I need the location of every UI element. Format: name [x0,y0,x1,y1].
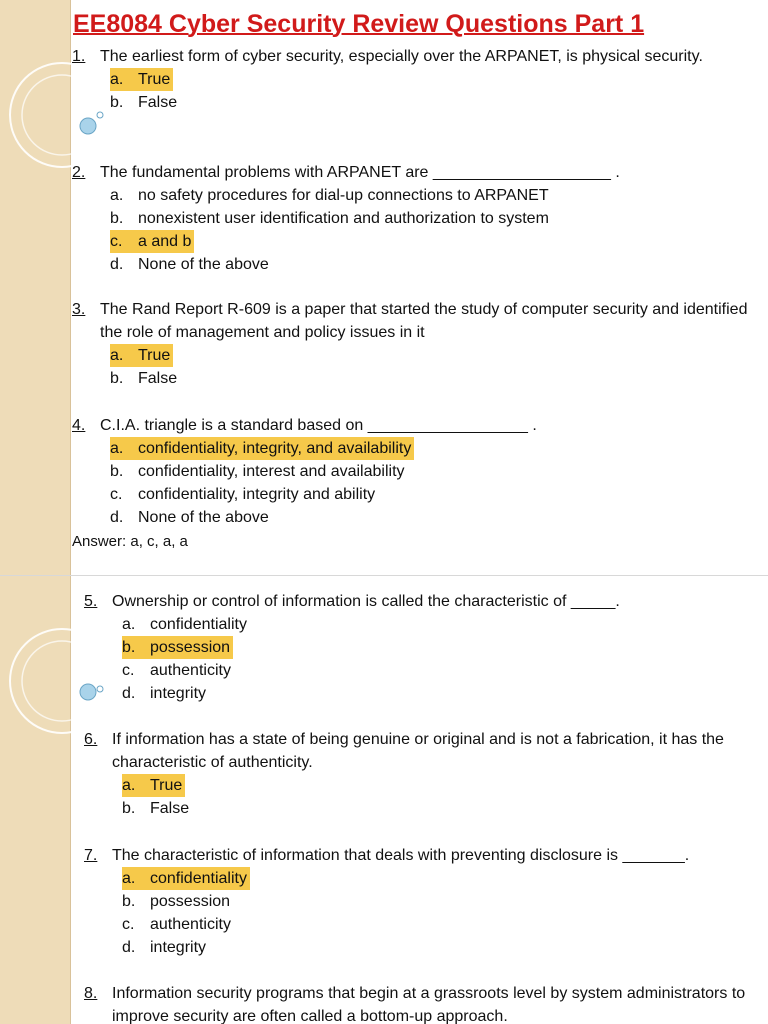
option-b: b. False [110,94,178,111]
option-a [122,867,754,890]
option-a [110,344,752,367]
question-number: 4. [72,417,86,434]
page-title: EE8084 Cyber Security Review Questions Part 1 [73,10,645,38]
answer-key: Answer: a, c, a, a [72,533,188,550]
question-text: The characteristic of information that deals with preventing disclosure is _______. [112,847,690,864]
option-d: d. integrity [122,685,207,702]
question-text: The Rand Report R-609 is a paper that started the study of computer security and identified the role of management and policy issues in it [100,301,748,341]
question-number: 5. [84,593,98,610]
option-b: b. confidentiality, interest and availability [110,463,405,480]
question-1 [72,45,752,114]
question-3 [72,298,752,390]
option-a [110,437,752,460]
question-5 [84,590,754,705]
question-text: Ownership or control of information is called the characteristic of _____. [112,593,620,610]
slide-2 [0,576,768,1024]
option-c [110,230,752,253]
option-b: b. possession [122,893,231,910]
option-a [110,68,752,91]
question-6 [84,728,754,820]
option-c: c. authenticity [122,662,231,679]
question-text: C.I.A. triangle is a standard based on __________________ . [100,417,537,434]
option-a: a. no safety procedures for dial-up connections to ARPANET [110,187,549,204]
question-8 [84,982,754,1024]
question-text: Information security programs that begin at a grassroots level by system administrators to improve security are often called a bottom-up approach. [112,985,746,1024]
option-highlight: a. True [122,774,185,797]
option-b: b. False [110,370,178,387]
option-highlight: a. confidentiality [122,867,250,890]
question-7 [84,844,754,959]
option-b: b. nonexistent user identification and authorization to system [110,210,549,227]
option-highlight: a. confidentiality, integrity, and availability [110,437,414,460]
option-highlight: a. True [110,68,173,91]
question-text: If information has a state of being genuine or original and is not a fabrication, it has the characteristic of authenticity. [112,731,724,771]
option-highlight: a. True [110,344,173,367]
question-4 [72,414,752,529]
question-text: The fundamental problems with ARPANET are ____________________ . [100,164,620,181]
option-b: b. False [122,800,190,817]
option-c: c. confidentiality, integrity and ability [110,486,376,503]
option-a [122,774,754,797]
option-a: a. confidentiality [122,616,247,633]
question-number: 1. [72,48,86,65]
question-number: 8. [84,985,98,1002]
option-d: d. None of the above [110,509,269,526]
option-c: c. authenticity [122,916,231,933]
question-text: The earliest form of cyber security, especially over the ARPANET, is physical security. [100,48,703,65]
option-highlight: b. possession [122,636,233,659]
option-d: d. None of the above [110,256,269,273]
question-number: 2. [72,164,86,181]
question-2 [72,161,752,276]
option-d: d. integrity [122,939,207,956]
question-number: 3. [72,301,86,318]
question-number: 6. [84,731,98,748]
question-number: 7. [84,847,98,864]
option-highlight: c. a and b [110,230,194,253]
option-b [122,636,754,659]
